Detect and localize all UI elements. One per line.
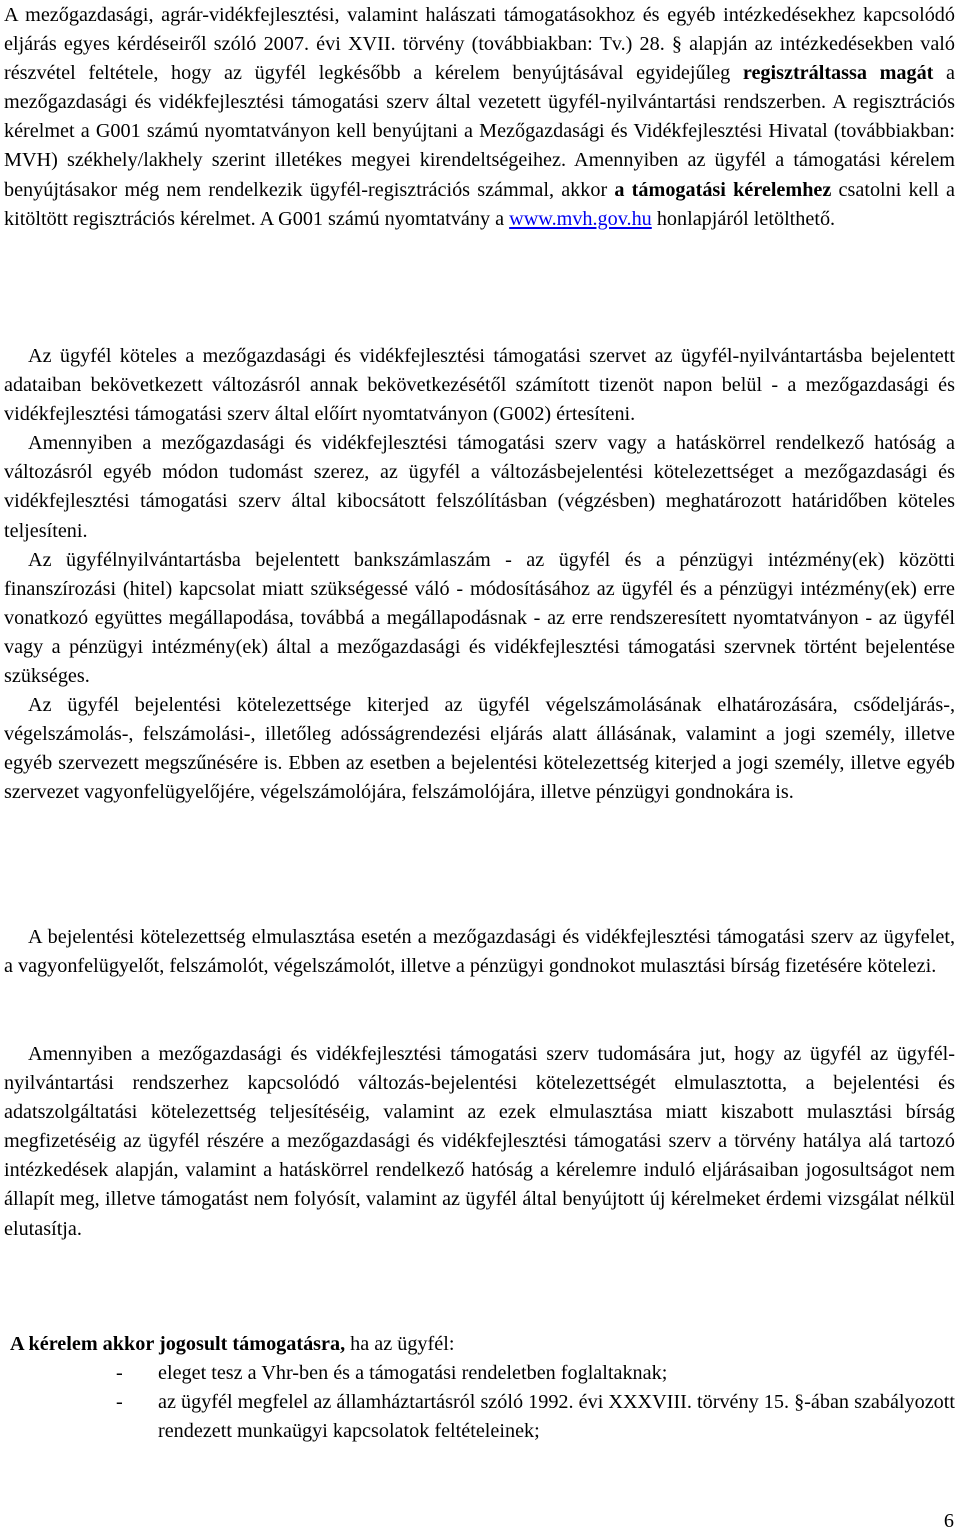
change-notification-section xyxy=(4,342,955,808)
list-item xyxy=(10,1359,955,1388)
paragraph-consequences-section xyxy=(4,1040,955,1244)
p1-bold-application: a támogatási kérelemhez xyxy=(614,178,832,201)
p1-text-1: A mezőgazdasági, agrár-vidékfejlesztési, valamint halászati támogatásokhoz és egyéb intézkedésekhez kapcsolódó eljárás egyes kérdéseiről szóló 2007. évi XVII. törvény (továbbiakban: Tv.) 28. § alapján az intézkedésekben való részvétel feltétele, hogy az ügyfél legkésőbb a kérelem benyújtásával egyidejűleg xyxy=(4,4,955,85)
eligibility-heading-rest: ha az ügyfél: xyxy=(345,1333,455,1355)
list-dash: - xyxy=(116,1362,123,1385)
paragraph-penalty-section xyxy=(4,923,955,981)
list-item xyxy=(10,1388,955,1446)
eligibility-heading xyxy=(10,1330,955,1359)
eligibility-section xyxy=(10,1330,955,1446)
p1-text-3: csatolni kell a kitöltött regisztrációs kérelmet. A G001 számú nyomtatvány a xyxy=(4,178,955,230)
paragraph-obligation: Az ügyfél köteles a mezőgazdasági és vidékfejlesztési támogatási szervet az ügyfél-nyilvántartásba bejelentett adataiban bekövetkezett változásról annak bekövetkezésétől számított tizenöt napon belül - a mezőgazdasági és vidékfejlesztési támogatási szerv által előírt nyomtatványon (G002) értesíteni. xyxy=(4,345,955,426)
eligibility-heading-bold: A kérelem akkor jogosult támogatásra, xyxy=(10,1333,346,1355)
list-item-text: az ügyfél megfelel az államháztartásról szóló 1992. évi XXXVIII. törvény 15. §-ában szabályozott rendezett munkaügyi kapcsolatok feltételeinek; xyxy=(158,1391,955,1443)
mvh-website-link[interactable]: www.mvh.gov.hu xyxy=(509,207,652,230)
paragraph-authority-notice: Amennyiben a mezőgazdasági és vidékfejlesztési támogatási szerv vagy a hatáskörrel rendelkező hatóság a változásról egyéb módon tudomást szerez, az ügyfél a változásbejelentési kötelezettséget a mezőgazdasági és vidékfejlesztési támogatási szerv által kibocsátott felszólításban (végzésben) meghatározott határidőben köteles teljesíteni. xyxy=(4,432,955,542)
registration-text xyxy=(4,1,955,234)
paragraph-bank-account: Az ügyfélnyilvántartásba bejelentett bankszámlaszám - az ügyfél és a pénzügyi intézmény(ek) közötti finanszírozási (hitel) kapcsolat miatt szükségessé váló - módosításához az ügyfél és a pénzügyi intézmény(ek) erre vonatkozó együttes megállapodása, továbbá a megállapodásnak - az erre rendszeresített nyomtatványon - az ügyfél vagy a pénzügyi intézmény(ek) által a mezőgazdasági és vidékfejlesztési támogatási szervnek történt bejelentése szükséges. xyxy=(4,548,955,688)
paragraph-liquidation: Az ügyfél bejelentési kötelezettsége kiterjed az ügyfél végelszámolásának elhatározására, csődeljárás-, végelszámolás-, felszámolási-, illetőleg adósságrendezési eljárás alatt állásának, valamint a jogi személy, illetve egyéb szervezett megszűnésére is. Ebben az esetben a bejelentési kötelezettség kiterjed a jogi személy, illetve egyéb szervezet vagyonfelügyelőjére, végelszámolójára, felszámolójára, illetve pénzügyi gondnokára is. xyxy=(4,694,955,804)
p1-bold-register: regisztráltassa magát xyxy=(742,62,934,85)
paragraph-consequences: Amennyiben a mezőgazdasági és vidékfejlesztési támogatási szerv tudomására jut, hogy az ügyfél az ügyfél-nyilvántartási rendszerhez kapcsolódó változás-bejelentési kötelezettségét elmulasztotta, a bejelentési és adatszolgáltatási kötelezettség teljesítéséig, valamint az ezek elmulasztása miatt kiszabott mulasztási bírság megfizetéséig az ügyfél részére a mezőgazdasági és vidékfejlesztési támogatási szerv a törvény hatálya alá tartozó intézkedések alapján, valamint a hatáskörrel rendelkező hatóság a kérelemre induló eljárásaiban jogosultságot nem állapít meg, illetve támogatást nem folyósít, valamint az ügyfél által benyújtott új kérelmeket érdemi vizsgálat nélkül elutasítja. xyxy=(4,1043,955,1240)
p1-text-4: honlapjáról letölthető. xyxy=(651,207,836,230)
list-item-text: eleget tesz a Vhr-ben és a támogatási rendeletben foglaltaknak; xyxy=(158,1362,668,1385)
page-number: 6 xyxy=(943,1510,954,1532)
p1-text-2: a mezőgazdasági és vidékfejlesztési támogatási szerv által vezetett ügyfél-nyilvántartási rendszerben. A regisztrációs kérelmet a G001 számú nyomtatványon kell benyújtani a Mezőgazdasági és Vidékfejlesztési Hivatal (továbbiakban: MVH) székhely/lakhely szerint illetékes megyei kirendeltségeihez. Amennyiben az ügyfél a támogatási kérelem benyújtásakor még nem rendelkezik ügyfél-regisztrációs számmal, akkor xyxy=(4,62,955,201)
list-dash: - xyxy=(116,1391,123,1414)
eligibility-list xyxy=(10,1359,955,1446)
paragraph-penalty: A bejelentési kötelezettség elmulasztása esetén a mezőgazdasági és vidékfejlesztési támogatási szerv az ügyfelet, a vagyonfelügyelőt, felszámolót, végelszámolót, illetve a pénzügyi gondnokot mulasztási bírság fizetésére kötelezi. xyxy=(4,926,955,978)
paragraph-registration xyxy=(4,1,955,234)
